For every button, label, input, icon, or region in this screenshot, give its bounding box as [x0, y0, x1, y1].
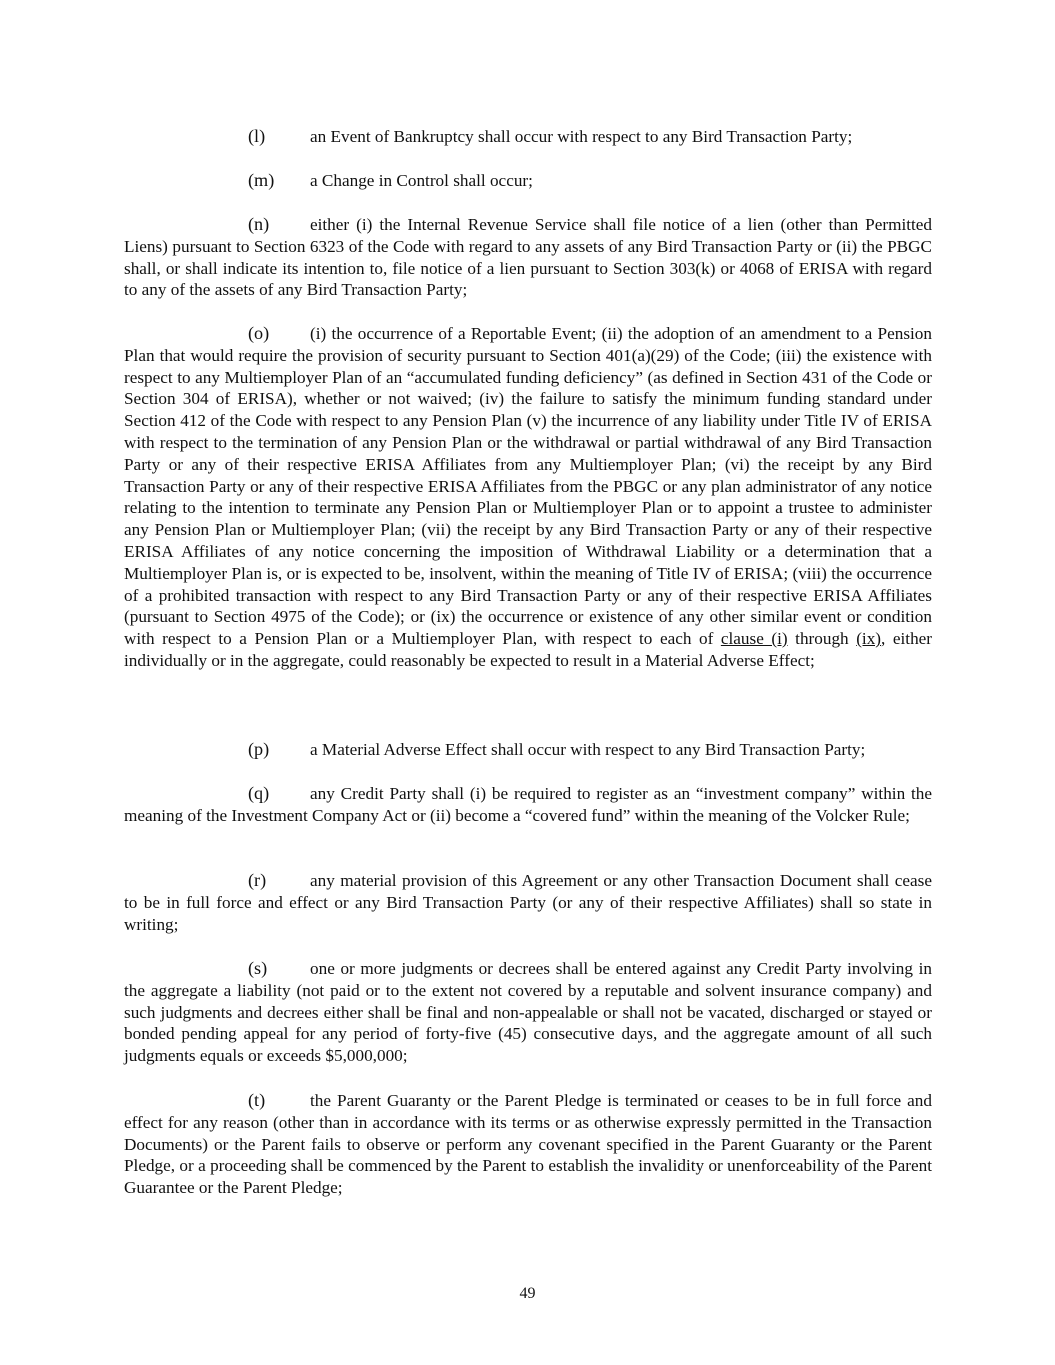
- clause-text: either (i) the Internal Revenue Service shall file notice of a lien (other than Permitted Liens) pursuant to Section 6323 of the Code with regard to any assets of any Bird Transaction Party or (ii) the PBGC shall, or shall indicate its intention to, file notice of a lien pursuant to Section 303(k) or 4068 of ERISA with regard to any of the assets of any Bird Transaction Party;: [124, 215, 932, 300]
- clause-o: [124, 323, 932, 672]
- clause-text: a Material Adverse Effect shall occur with respect to any Bird Transaction Party;: [310, 740, 866, 759]
- clause-marker: (q): [248, 783, 270, 803]
- clause-text: one or more judgments or decrees shall be entered against any Credit Party involving in the aggregate a liability (not paid or to the extent not covered by a reputable and solvent insurance company) and such judgments and decrees either shall be final and non-appealable or shall not be vacated, discharged or stayed or bonded pending appeal for any period of forty-five (45) consecutive days, and the aggregate amount of all such judgments equals or exceeds $5,000,000;: [124, 959, 932, 1066]
- clause-n: [124, 214, 932, 301]
- clause-marker: (n): [248, 214, 270, 234]
- clause-text: any Credit Party shall (i) be required to register as an “investment company” within the meaning of the Investment Company Act or (ii) become a “covered fund” within the meaning of the Volcker Rule;: [124, 784, 932, 825]
- clause-marker: (p): [248, 739, 270, 759]
- clause-s: [124, 958, 932, 1067]
- clause-text: the Parent Guaranty or the Parent Pledge is terminated or ceases to be in full force and effect for any reason (other than in accordance with its terms or as otherwise expressly permitted in the Transaction Documents) or the Parent fails to observe or perform any covenant specified in the Parent Guaranty or the Parent Pledge, or a proceeding shall be commenced by the Parent to establish the invalidity or unenforceability of the Parent Guarantee or the Parent Pledge;: [124, 1091, 932, 1198]
- clause-connector: through: [795, 629, 849, 649]
- clause-marker: (t): [248, 1090, 266, 1110]
- clause-p: [124, 739, 932, 761]
- clause-text: an Event of Bankruptcy shall occur with respect to any Bird Transaction Party;: [310, 127, 853, 146]
- clause-marker: (s): [248, 958, 268, 978]
- clause-marker: (r): [248, 870, 267, 890]
- clause-t: [124, 1090, 932, 1199]
- clause-text-end: , either individually or in the aggregate, could reasonably be expected to result in a Material Adverse Effect;: [124, 629, 933, 670]
- clause-marker: (l): [248, 126, 266, 146]
- clause-i-reference: clause (i): [720, 629, 788, 649]
- clause-text: a Change in Control shall occur;: [310, 171, 533, 190]
- clause-marker: (m): [248, 170, 275, 190]
- clause-text: (i) the occurrence of a Reportable Event; (ii) the adoption of an amendment to a Pension Plan that would require the provision of security pursuant to Section 401(a)(29) of the Code; (iii) the existence with respect to any Multiemployer Plan of an “accumulated funding deficiency” (as defined in Section 431 of the Code or Section 304 of ERISA), whether or not waived; (iv) the failure to satisfy the minimum funding standard under Section 412 of the Code with respect to any Pension Plan (v) the incurrence of any liability under Title IV of ERISA with respect to the termination of any Pension Plan or the withdrawal or partial withdrawal of any Bird Transaction Party or any of their respective ERISA Affiliates from any Multiemployer Plan; (vi) the receipt by any Bird Transaction Party or any of their respective ERISA Affiliates from the PBGC or any plan administrator of any notice relating to the intention to terminate any Pension Plan or Multiemployer Plan or to appoint a trustee to administer any Pension Plan or Multiemployer Plan; (vii) the receipt by any Bird Transaction Party or any of their respective ERISA Affiliates of any notice concerning the imposition of Withdrawal Liability or a determination that a Multiemployer Plan is, or is expected to be, insolvent, within the meaning of Title IV of ERISA; (viii) the occurrence of a prohibited transaction with respect to any Bird Transaction Party or any of their respective ERISA Affiliates (pursuant to Section 4975 of the Code); or (ix) the occurrence or existence of any other similar event or condition with respect to a Pension Plan or a Multiemployer Plan, with respect to each of: [124, 324, 932, 649]
- page-number: 49: [519, 1285, 536, 1302]
- clause-m: [124, 170, 932, 192]
- clause-ix-reference: (ix): [856, 629, 882, 649]
- clause-text: any material provision of this Agreement or any other Transaction Document shall cease to be in full force and effect or any Bird Transaction Party (or any of their respective Affiliates) shall so state in writing;: [124, 871, 932, 934]
- clause-marker: (o): [248, 323, 270, 343]
- clause-r: [124, 870, 932, 935]
- clause-l: [124, 126, 932, 148]
- clause-q: [124, 783, 932, 827]
